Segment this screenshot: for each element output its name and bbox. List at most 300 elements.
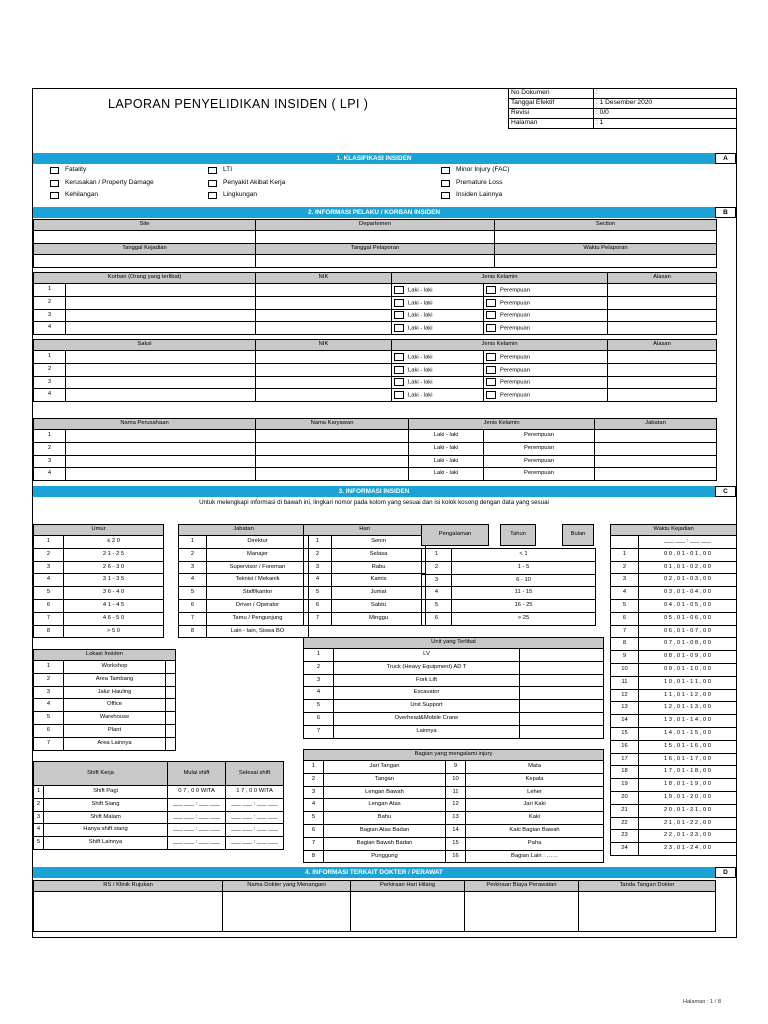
table-cell: 1 7 , 0 0 WITA — [226, 786, 284, 799]
table-cell: 8 — [179, 625, 207, 638]
table-cell: 14 — [446, 824, 466, 837]
answer-field[interactable] — [166, 724, 176, 737]
lokasi-table — [33, 649, 176, 751]
answer-field[interactable] — [520, 661, 604, 674]
table-cell: Bagian Bawah Badan — [324, 837, 446, 850]
table-cell: Shift Siang — [44, 798, 168, 811]
table-cell: 2 — [611, 561, 639, 574]
table-row — [34, 389, 717, 402]
table-cell: Office — [64, 699, 166, 712]
table-row — [34, 837, 284, 850]
table-cell: Hanya shift siang — [44, 824, 168, 837]
table-cell: Alasan — [608, 340, 717, 351]
table-cell: 1 — [422, 549, 452, 562]
table-cell: Minggu — [332, 612, 426, 625]
gender-checkbox[interactable] — [486, 286, 496, 294]
table-cell: 2 6 - 3 0 — [64, 561, 164, 574]
answer-field[interactable] — [520, 725, 604, 738]
table-cell: Perempuan — [484, 455, 595, 468]
gender-laki — [392, 363, 484, 376]
gender-checkbox[interactable] — [394, 378, 404, 386]
table-cell: 2 — [304, 548, 332, 561]
table-cell: 3 — [34, 811, 44, 824]
table-row — [34, 468, 717, 481]
table-header-row — [34, 525, 164, 536]
table-cell: 4 — [34, 389, 66, 402]
table-row — [304, 687, 604, 700]
employee-field[interactable] — [256, 455, 409, 468]
gender-checkbox[interactable] — [486, 378, 496, 386]
alasan-field[interactable] — [608, 284, 717, 297]
nik-field[interactable] — [256, 376, 392, 389]
nik-field[interactable] — [256, 284, 392, 297]
table-cell: 1 — [304, 536, 332, 549]
table-cell: 8 — [34, 625, 64, 638]
table-row — [34, 824, 284, 837]
table-cell: Jari Tangan — [324, 761, 446, 774]
section-c-letter: C — [715, 486, 736, 497]
table-cell: 4 — [304, 799, 324, 812]
gender-laki — [392, 284, 484, 297]
table-cell: Area Lainnya — [64, 737, 166, 750]
gender-checkbox[interactable] — [486, 391, 496, 399]
table-cell: Perkiraan Hari Hilang — [351, 881, 465, 892]
table-cell: 5 — [611, 599, 639, 612]
table-cell: 2 1 , 0 1 - 2 2 , 0 0 — [639, 817, 737, 830]
table-cell: 5 — [34, 837, 44, 850]
classification-checkbox[interactable] — [208, 180, 217, 187]
table-cell: 7 — [34, 737, 64, 750]
nik-field[interactable] — [256, 322, 392, 335]
table-row — [34, 798, 284, 811]
table-cell: 1 9 , 0 1 - 2 0 , 0 0 — [639, 791, 737, 804]
dokter-field[interactable] — [465, 892, 579, 932]
table-cell: 8 — [611, 638, 639, 651]
table-cell: Leher — [466, 786, 604, 799]
table-cell: 6 — [34, 724, 64, 737]
nik-field[interactable] — [256, 389, 392, 402]
table-row — [179, 612, 309, 625]
section-a-letter: A — [715, 153, 736, 164]
table-cell: 2 — [422, 561, 452, 574]
table-cell: 6 — [611, 612, 639, 625]
meta-key: No Dokumen — [509, 89, 594, 99]
table-cell: Perempuan — [484, 468, 595, 481]
jabatan-field[interactable] — [595, 442, 717, 455]
gender-label: Perempuan — [500, 379, 530, 386]
table-cell: Supervisor / Foreman — [207, 561, 309, 574]
table-cell: < 1 — [452, 549, 596, 562]
table-row — [34, 724, 176, 737]
table-cell: Lain - lain, Siswa BO — [207, 625, 309, 638]
answer-field[interactable] — [166, 712, 176, 725]
gender-laki — [392, 322, 484, 335]
table-row — [304, 674, 604, 687]
table-row — [611, 817, 737, 830]
table-cell: 5 — [304, 812, 324, 825]
classification-checkbox[interactable] — [441, 180, 450, 187]
tanggal-kejadian-field[interactable] — [34, 254, 256, 267]
table-cell: Hari — [304, 525, 426, 536]
table-row — [422, 549, 596, 562]
name-field[interactable] — [66, 389, 256, 402]
nik-field[interactable] — [256, 363, 392, 376]
classification-checkbox[interactable] — [441, 192, 450, 199]
table-row — [304, 850, 604, 863]
section-b-letter: B — [715, 207, 736, 218]
gender-checkbox[interactable] — [486, 353, 496, 361]
section-field[interactable] — [495, 231, 717, 244]
alasan-field[interactable] — [608, 322, 717, 335]
table-cell: 1 — [611, 548, 639, 561]
classification-checkbox[interactable] — [50, 192, 59, 199]
table-header-row — [34, 220, 717, 231]
gender-perempuan — [484, 363, 608, 376]
table-row — [179, 561, 309, 574]
dokter-field[interactable] — [351, 892, 465, 932]
classification-checkbox[interactable] — [441, 167, 450, 174]
gender-checkbox[interactable] — [394, 353, 404, 361]
table-row — [34, 686, 176, 699]
table-row — [304, 799, 604, 812]
table-cell: 3 1 - 3 5 — [64, 574, 164, 587]
company-field[interactable] — [66, 455, 256, 468]
table-cell: 1 — [34, 351, 66, 364]
dokter-table — [33, 880, 716, 932]
answer-field[interactable] — [520, 687, 604, 700]
table-cell: 0 4 , 0 1 - 0 5 , 0 0 — [639, 599, 737, 612]
table-cell: Laki - laki — [409, 430, 484, 443]
table-row — [611, 843, 737, 856]
table-cell: Kamis — [332, 574, 426, 587]
gender-checkbox[interactable] — [394, 391, 404, 399]
table-cell: 3 — [304, 561, 332, 574]
answer-field[interactable] — [520, 700, 604, 713]
table-row — [422, 574, 596, 587]
gender-checkbox[interactable] — [394, 324, 404, 332]
table-cell: 1 7 , 0 1 - 1 8 , 0 0 — [639, 766, 737, 779]
table-cell: > 5 0 — [64, 625, 164, 638]
alasan-field[interactable] — [608, 296, 717, 309]
table-row — [611, 702, 737, 715]
gender-label: Perempuan — [500, 300, 530, 307]
name-field[interactable] — [66, 363, 256, 376]
table-row — [611, 548, 737, 561]
table-row — [34, 322, 717, 335]
table-header-row — [34, 650, 176, 661]
alasan-field[interactable] — [608, 389, 717, 402]
departemen-field[interactable] — [256, 231, 495, 244]
table-row — [34, 737, 176, 750]
tanggal-pelaporan-field[interactable] — [256, 254, 495, 267]
answer-field[interactable] — [520, 674, 604, 687]
pengalaman-table — [421, 548, 596, 626]
gender-label: Perempuan — [500, 287, 530, 294]
dokter-field[interactable] — [34, 892, 223, 932]
gender-laki — [392, 309, 484, 322]
table-cell: 0 0 , 0 1 - 0 1 , 0 0 — [639, 548, 737, 561]
table-cell: 3 — [34, 455, 66, 468]
table-cell: 1 1 , 0 1 - 1 2 , 0 0 — [639, 689, 737, 702]
table-row — [304, 649, 604, 662]
table-row — [34, 442, 717, 455]
table-cell: 7 — [611, 625, 639, 638]
name-field[interactable] — [66, 284, 256, 297]
jabatan-field[interactable] — [595, 430, 717, 443]
tahun-header — [500, 524, 536, 546]
table-header-row — [304, 750, 604, 761]
table-cell: 4 — [179, 574, 207, 587]
table-cell: 6 — [304, 824, 324, 837]
table-cell: Lengan Atas — [324, 799, 446, 812]
table-cell: 2 — [34, 798, 44, 811]
dokter-field[interactable] — [579, 892, 716, 932]
nik-field[interactable] — [256, 309, 392, 322]
meta-key: Revisi — [509, 109, 594, 119]
table-cell: 19 — [611, 779, 639, 792]
table-cell: Bagian Atas Badan — [324, 824, 446, 837]
table-cell: 16 — [611, 740, 639, 753]
table-cell: Nama Karyawan — [256, 419, 409, 430]
answer-field[interactable] — [166, 737, 176, 750]
table-row — [304, 536, 426, 549]
classification-checkbox[interactable] — [50, 167, 59, 174]
table-cell: 6 — [422, 612, 452, 625]
table-cell: 3 — [179, 561, 207, 574]
table-row — [34, 712, 176, 725]
table-header-row — [34, 419, 717, 430]
table-cell: 5 — [34, 587, 64, 600]
name-field[interactable] — [66, 322, 256, 335]
meta-row — [509, 119, 737, 129]
table-cell: Mata — [466, 761, 604, 774]
table-cell: Perempuan — [484, 442, 595, 455]
table-cell: Laki - laki — [409, 468, 484, 481]
jabatan-field[interactable] — [595, 455, 717, 468]
table-cell: 4 — [34, 468, 66, 481]
pengalaman-header — [421, 524, 489, 546]
table-cell: 12 — [446, 799, 466, 812]
table-row — [34, 574, 164, 587]
table-cell: Jumat — [332, 587, 426, 600]
table-header-row — [611, 525, 737, 536]
table-cell: Plant — [64, 724, 166, 737]
table-cell: Jabatan — [595, 419, 717, 430]
table-header-row — [34, 762, 284, 786]
alasan-field[interactable] — [608, 309, 717, 322]
name-field[interactable] — [66, 309, 256, 322]
dokter-field[interactable] — [223, 892, 351, 932]
table-row — [34, 455, 717, 468]
table-cell: 5 — [304, 587, 332, 600]
table-cell: Rabu — [332, 561, 426, 574]
answer-field[interactable] — [166, 673, 176, 686]
table-cell: Kaki — [466, 812, 604, 825]
table-cell: Lainnya — [334, 725, 520, 738]
table-row — [34, 430, 717, 443]
table-cell: 21 — [611, 804, 639, 817]
table-cell: 7 — [304, 725, 334, 738]
table-cell: Departemen — [256, 220, 495, 231]
company-field[interactable] — [66, 468, 256, 481]
table-cell: Shift Pagi — [44, 786, 168, 799]
gender-perempuan — [484, 351, 608, 364]
table-cell: Shift Lainnya — [44, 837, 168, 850]
table-row — [611, 561, 737, 574]
gender-checkbox[interactable] — [394, 286, 404, 294]
table-cell: 0 6 , 0 1 - 0 7 , 0 0 — [639, 625, 737, 638]
table-cell: 20 — [611, 791, 639, 804]
table-cell: Shift Kerja — [34, 762, 168, 786]
table-cell: Driver / Operator — [207, 599, 309, 612]
table-cell: 2 — [34, 363, 66, 376]
table-cell: 0 1 , 0 1 - 0 2 , 0 0 — [639, 561, 737, 574]
table-row — [34, 231, 717, 244]
classification-label: Minor Injury (FAC) — [456, 166, 510, 173]
classification-label: Penyakit Akibat Kerja — [223, 178, 286, 186]
gender-laki — [392, 389, 484, 402]
table-cell: Overhead&Mobile Crane — [334, 712, 520, 725]
meta-value: : 1 Desember 2020 — [594, 99, 737, 109]
site-field[interactable] — [34, 231, 256, 244]
table-cell: 1 — [34, 284, 66, 297]
table-cell: Kaki Bagian Bawah — [466, 824, 604, 837]
waktu-pelaporan-field[interactable] — [495, 254, 717, 267]
classification-label: Fatality — [65, 166, 87, 173]
table-cell: NIK — [256, 340, 392, 351]
gender-checkbox[interactable] — [394, 299, 404, 307]
answer-field[interactable] — [520, 649, 604, 662]
table-cell: 6 - 10 — [452, 574, 596, 587]
table-row — [34, 699, 176, 712]
gender-perempuan — [484, 284, 608, 297]
table-row — [611, 599, 737, 612]
gender-laki — [392, 296, 484, 309]
gender-checkbox[interactable] — [486, 299, 496, 307]
table-row — [611, 663, 737, 676]
table-cell: Section — [495, 220, 717, 231]
bagian-injury-table — [303, 749, 604, 863]
table-cell: 1 3 , 0 1 - 1 4 , 0 0 — [639, 715, 737, 728]
gender-checkbox[interactable] — [486, 366, 496, 374]
employee-field[interactable] — [256, 468, 409, 481]
table-cell: Jenis Kelamin — [392, 273, 608, 284]
table-cell: 5 — [179, 587, 207, 600]
alasan-field[interactable] — [608, 351, 717, 364]
table-cell: 1 — [34, 536, 64, 549]
table-cell: 3 — [611, 574, 639, 587]
table-header-row — [34, 273, 717, 284]
name-field[interactable] — [66, 376, 256, 389]
table-row — [611, 536, 737, 549]
table-cell: 16 — [446, 850, 466, 863]
table-cell: 3 — [34, 376, 66, 389]
table-cell: Manajer — [207, 548, 309, 561]
table-row — [34, 376, 717, 389]
table-row — [34, 284, 717, 297]
table-cell: 1 8 , 0 1 - 1 9 , 0 0 — [639, 779, 737, 792]
table-cell: 1 — [34, 661, 64, 674]
company-field[interactable] — [66, 430, 256, 443]
table-cell: Jalur Hauling — [64, 686, 166, 699]
table-cell: 1 — [304, 761, 324, 774]
gender-label: Perempuan — [500, 354, 530, 361]
answer-field[interactable] — [166, 699, 176, 712]
answer-field[interactable] — [520, 712, 604, 725]
answer-field[interactable] — [166, 661, 176, 674]
meta-row — [509, 99, 737, 109]
gender-checkbox[interactable] — [486, 324, 496, 332]
table-row — [304, 824, 604, 837]
name-field[interactable] — [66, 351, 256, 364]
table-cell: ___ ___ : ___ ___ — [168, 837, 226, 850]
classification-checkbox[interactable] — [50, 180, 59, 187]
company-field[interactable] — [66, 442, 256, 455]
table-row — [34, 309, 717, 322]
table-row — [179, 574, 309, 587]
table-cell: Workshop — [64, 661, 166, 674]
section-b-header: 2. INFORMASI PELAKU / KORBAN INSIDEN — [33, 207, 715, 218]
table-row — [34, 561, 164, 574]
table-cell: 7 — [34, 612, 64, 625]
gender-checkbox[interactable] — [394, 366, 404, 374]
name-field[interactable] — [66, 296, 256, 309]
table-cell: 3 — [34, 309, 66, 322]
classification-checkbox[interactable] — [208, 192, 217, 199]
nik-field[interactable] — [256, 296, 392, 309]
table-cell: 6 — [179, 599, 207, 612]
table-row — [304, 548, 426, 561]
waktu-blank[interactable] — [611, 536, 639, 549]
table-cell: 3 — [34, 686, 64, 699]
nik-field[interactable] — [256, 351, 392, 364]
employee-field[interactable] — [256, 430, 409, 443]
employee-field[interactable] — [256, 442, 409, 455]
classification-label: Kehilangan — [65, 191, 98, 198]
table-cell: 2 — [304, 773, 324, 786]
table-cell: Lokasi Insiden — [34, 650, 176, 661]
pengalaman-label: Pengalaman — [438, 531, 472, 538]
table-cell: 14 — [611, 715, 639, 728]
gender-label: Laki - laki — [408, 379, 433, 386]
waktu-kejadian-table — [610, 524, 737, 856]
meta-value: : 1 — [594, 119, 737, 129]
table-cell: 11 — [611, 676, 639, 689]
table-row — [34, 612, 164, 625]
gender-checkbox[interactable] — [486, 311, 496, 319]
table-row — [179, 599, 309, 612]
table-row — [422, 600, 596, 613]
table-cell: 6 — [304, 599, 332, 612]
table-header-row — [34, 881, 716, 892]
table-cell: Unit yang Terlibat — [304, 638, 604, 649]
table-row — [304, 773, 604, 786]
answer-field[interactable] — [166, 686, 176, 699]
alasan-field[interactable] — [608, 363, 717, 376]
table-row — [611, 612, 737, 625]
table-cell: Area Tambang — [64, 673, 166, 686]
classification-checkbox[interactable] — [208, 167, 217, 174]
table-cell: Punggung — [324, 850, 446, 863]
table-cell: Tamu / Pengunjung — [207, 612, 309, 625]
gender-laki — [392, 351, 484, 364]
table-row — [179, 548, 309, 561]
gender-checkbox[interactable] — [394, 311, 404, 319]
table-row — [34, 673, 176, 686]
jabatan-field[interactable] — [595, 468, 717, 481]
page-title: LAPORAN PENYELIDIKAN INSIDEN ( LPI ) — [108, 97, 369, 111]
alasan-field[interactable] — [608, 376, 717, 389]
